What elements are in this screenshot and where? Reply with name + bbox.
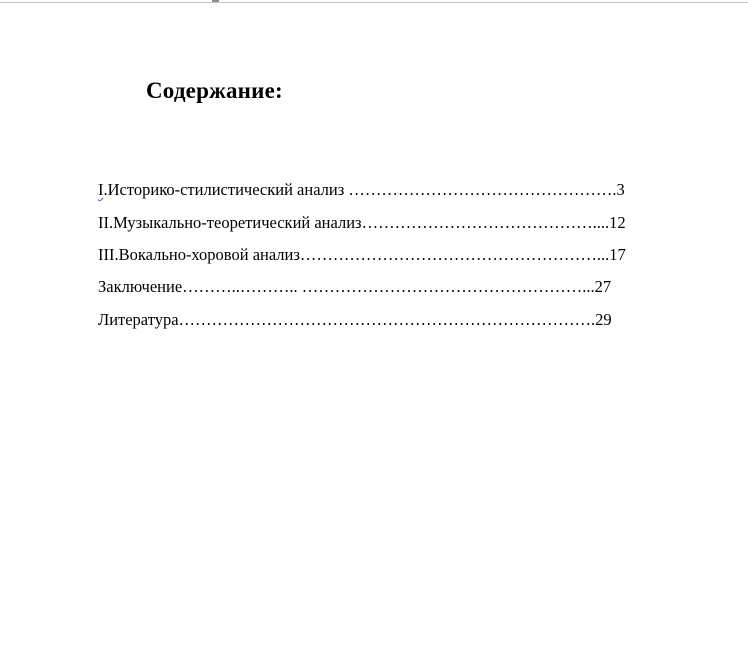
toc-entry-literature[interactable] [98, 310, 612, 330]
document-title: Содержание: [146, 78, 283, 103]
toc-entry-music-theory-analysis[interactable] [98, 213, 626, 233]
page-top-border [0, 2, 748, 3]
toc-entry-numeral: I [98, 180, 104, 199]
toc-entry-leader: …………………………………… [361, 213, 593, 232]
toc-entry-conclusion[interactable] [98, 277, 611, 297]
toc-entry-leader: ………………………………………………………………… [178, 310, 592, 329]
toc-entry-page: ...27 [582, 277, 612, 296]
toc-entry-page: .29 [591, 310, 612, 329]
toc-entry-vocal-choral-analysis[interactable] [98, 245, 626, 265]
toc-entry-leader: ……………………………………………… [299, 245, 597, 264]
toc-entry-text: II.Музыкально-теоретический анализ [98, 213, 362, 232]
toc-entry-text: III.Вокально-хоровой анализ [98, 245, 300, 264]
ruler-indent-marker[interactable] [212, 0, 219, 2]
toc-entry-page: .3 [612, 180, 625, 199]
toc-entry-leader: ………………………………………… [348, 180, 613, 199]
toc-entry-page: ...17 [596, 245, 626, 264]
toc-entry-text: Заключение [98, 277, 183, 296]
toc-entry-leader: ………..……….. …………………………………………… [182, 277, 583, 296]
toc-entry-text: .Историко-стилистический анализ [103, 180, 349, 199]
toc-entry-text: Литература [98, 310, 179, 329]
toc-entry-historical-analysis[interactable] [98, 180, 625, 200]
toc-entry-page: ....12 [592, 213, 626, 232]
